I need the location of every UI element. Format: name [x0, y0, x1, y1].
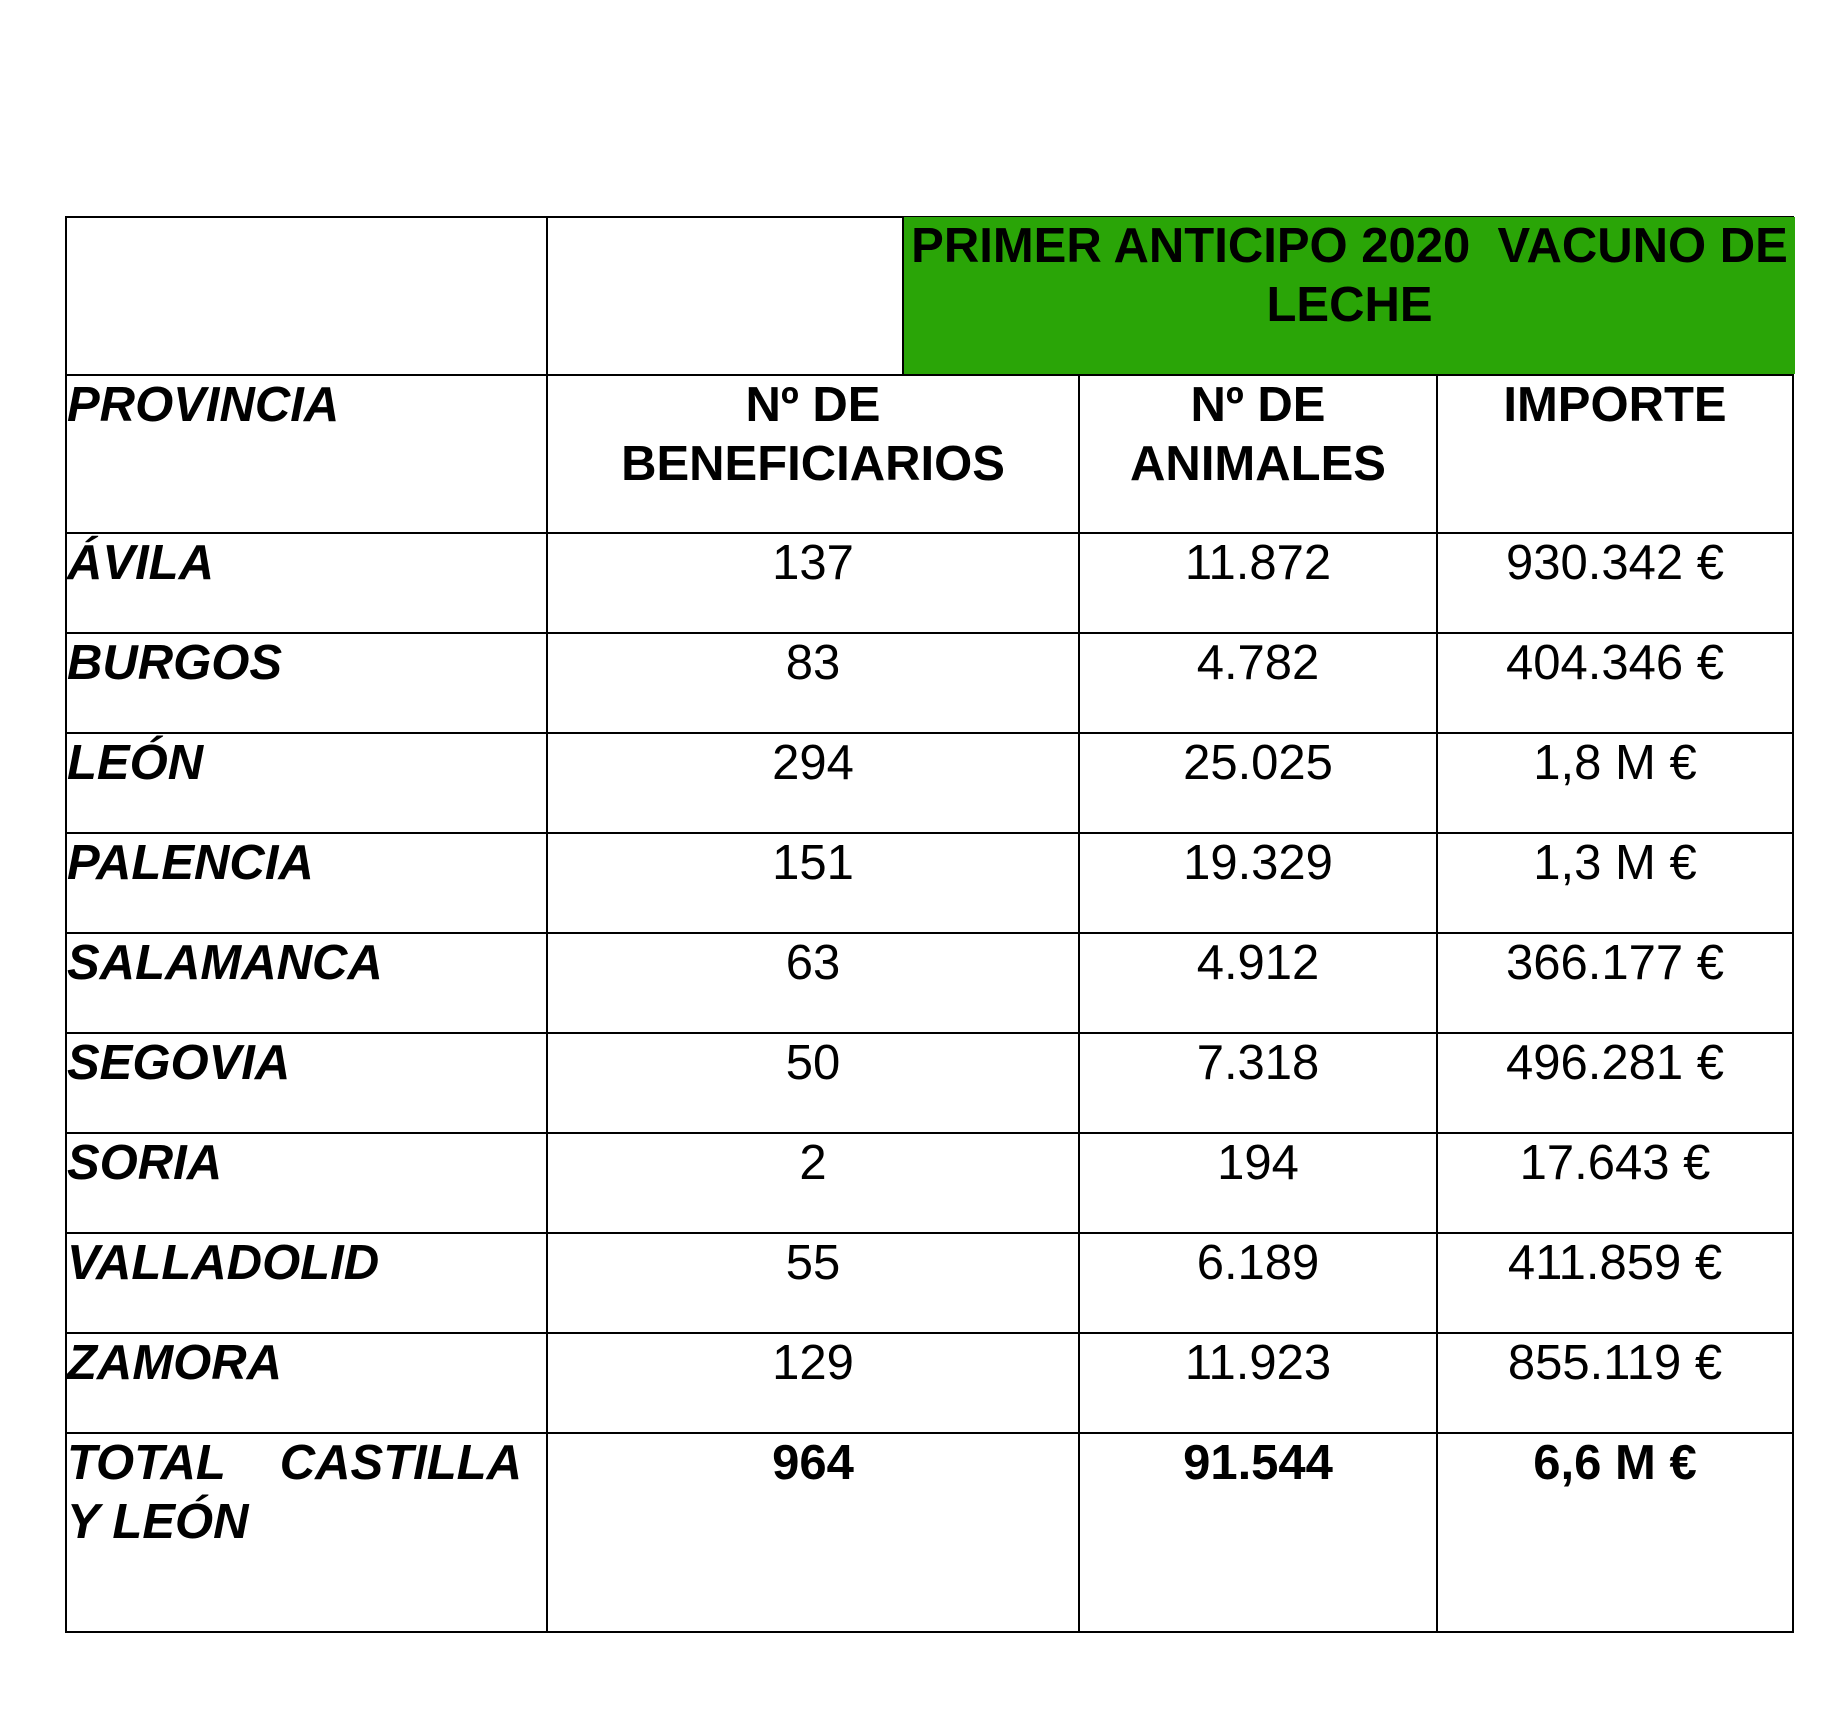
total-importe: 6,6 M €	[1437, 1433, 1793, 1632]
total-beneficiarios: 964	[547, 1433, 1079, 1632]
empty-header-cell	[547, 217, 903, 375]
header-provincia: PROVINCIA	[66, 375, 547, 533]
animales-cell: 7.318	[1079, 1033, 1437, 1133]
table-row	[66, 1033, 1793, 1133]
total-label: TOTAL CASTILLA Y LEÓN	[67, 1436, 522, 1549]
table-row	[66, 633, 1793, 733]
header-importe: IMPORTE	[1437, 375, 1793, 533]
beneficiarios-cell: 55	[547, 1233, 1079, 1333]
beneficiarios-cell: 137	[547, 533, 1079, 633]
importe-cell: 855.119 €	[1437, 1333, 1793, 1433]
beneficiarios-cell: 50	[547, 1033, 1079, 1133]
animales-cell: 11.872	[1079, 533, 1437, 633]
total-row	[66, 1433, 1793, 1632]
animales-cell: 11.923	[1079, 1333, 1437, 1433]
importe-cell: 366.177 €	[1437, 933, 1793, 1033]
empty-corner-cell	[66, 217, 547, 375]
total-animales: 91.544	[1079, 1433, 1437, 1632]
column-header-row	[66, 375, 1793, 533]
animales-cell: 19.329	[1079, 833, 1437, 933]
importe-cell: 411.859 €	[1437, 1233, 1793, 1333]
provincia-cell: SEGOVIA	[66, 1033, 547, 1133]
header-beneficiarios	[547, 375, 1079, 533]
animales-cell: 4.782	[1079, 633, 1437, 733]
importe-cell: 1,3 M €	[1437, 833, 1793, 933]
provincia-cell: SALAMANCA	[66, 933, 547, 1033]
table-row	[66, 833, 1793, 933]
beneficiarios-cell: 151	[547, 833, 1079, 933]
table-row	[66, 733, 1793, 833]
importe-cell: 17.643 €	[1437, 1133, 1793, 1233]
header-animales-text: Nº DE ANIMALES	[1130, 378, 1386, 491]
animales-cell: 4.912	[1079, 933, 1437, 1033]
importe-cell: 496.281 €	[1437, 1033, 1793, 1133]
provincia-cell: VALLADOLID	[66, 1233, 547, 1333]
provincia-cell: ÁVILA	[66, 533, 547, 633]
table-row	[66, 1133, 1793, 1233]
aid-table	[65, 216, 1802, 1633]
provincia-cell: BURGOS	[66, 633, 547, 733]
header-beneficiarios-text: Nº DE BENEFICIARIOS	[621, 378, 1005, 491]
table-row	[66, 1333, 1793, 1433]
beneficiarios-cell: 2	[547, 1133, 1079, 1233]
header-animales	[1079, 375, 1437, 533]
animales-cell: 194	[1079, 1133, 1437, 1233]
beneficiarios-cell: 83	[547, 633, 1079, 733]
page-title: PRIMER ANTICIPO 2020 VACUNO DE LECHE	[911, 219, 1802, 332]
importe-cell: 930.342 €	[1437, 533, 1793, 633]
provincia-cell: PALENCIA	[66, 833, 547, 933]
table-row	[66, 933, 1793, 1033]
provincia-cell: SORIA	[66, 1133, 547, 1233]
animales-cell: 6.189	[1079, 1233, 1437, 1333]
importe-cell: 404.346 €	[1437, 633, 1793, 733]
total-label-cell	[66, 1433, 547, 1632]
importe-cell: 1,8 M €	[1437, 733, 1793, 833]
animales-cell: 25.025	[1079, 733, 1437, 833]
table-row	[66, 533, 1793, 633]
beneficiarios-cell: 294	[547, 733, 1079, 833]
provincia-cell: LEÓN	[66, 733, 547, 833]
table-row	[66, 1233, 1793, 1333]
provincia-cell: ZAMORA	[66, 1333, 547, 1433]
title-banner	[904, 217, 1802, 374]
beneficiarios-cell: 63	[547, 933, 1079, 1033]
beneficiarios-cell: 129	[547, 1333, 1079, 1433]
